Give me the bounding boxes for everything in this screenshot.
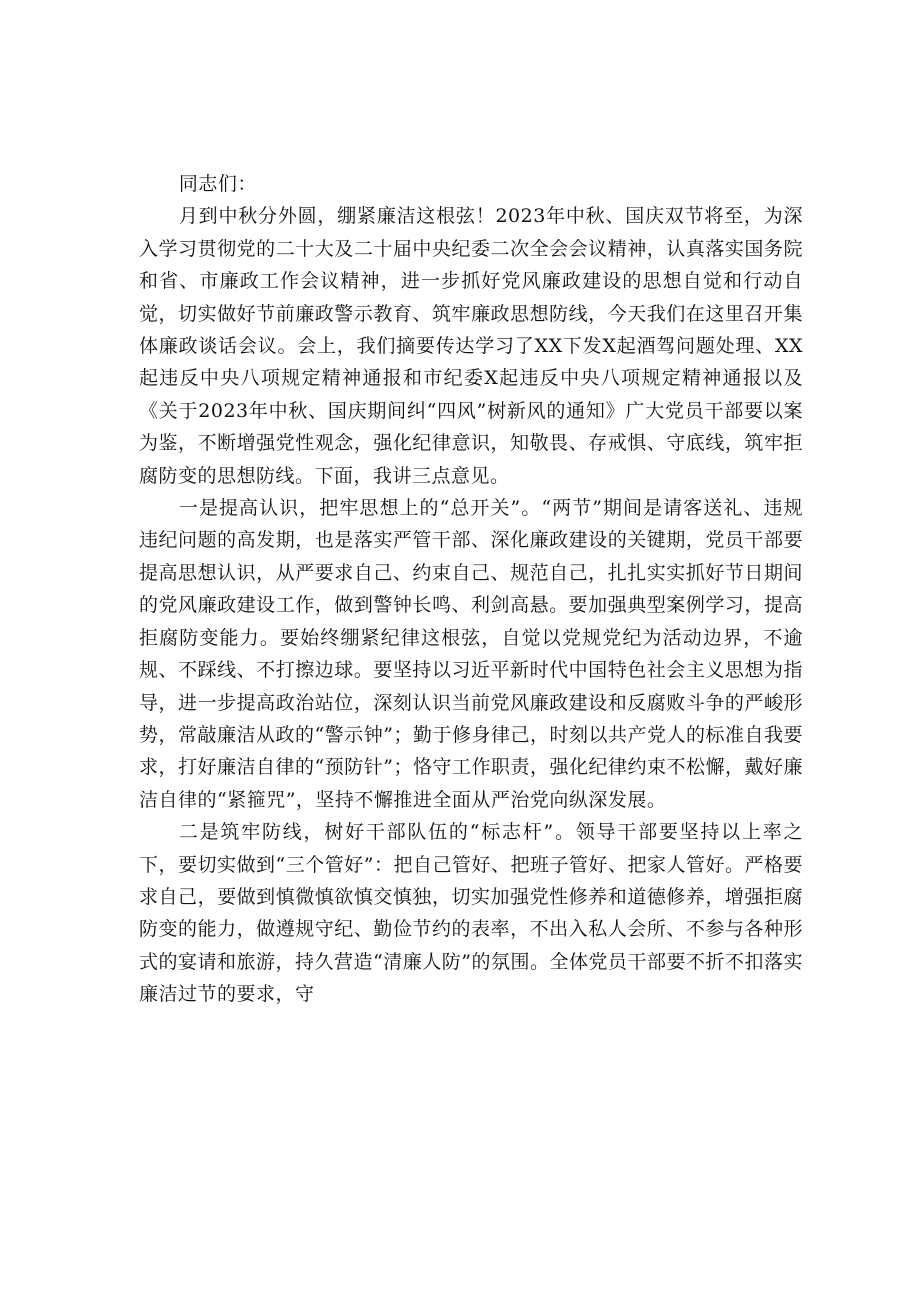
paragraph-intro: 月到中秋分外圆，绷紧廉洁这根弦！2023年中秋、国庆双节将至，为深入学习贯彻党的二十大及二十届中央纪委二次全会会议精神，认真落实国务院和省、市廉政工作会议精神，进一步抓好党风廉政建设的思想自觉和行动自觉，切实做好节前廉政警示教育、筑牢廉政思想防线，今天我们在这里召开集体廉政谈话会议。会上，我们摘要传达学习了XX下发X起酒驾问题处理、XX起违反中央八项规定精神通报和市纪委X起违反中央八项规定精神通报以及《关于2023年中秋、国庆期间纠“四风”树新风的通知》广大党员干部要以案为鉴，不断增强党性观念，强化纪律意识，知敬畏、存戒惧、守底线，筑牢拒腐防变的思想防线。下面，我讲三点意见。: [139, 205, 803, 487]
paragraph-point-two: 二是筑牢防线，树好干部队伍的“标志杆”。领导干部要坚持以上率之下，要切实做到“三个管好”：把自己管好、把班子管好、把家人管好。严格要求自己，要做到慎微慎欲慎交慎独，切实加强党性修养和道德修养，增强拒腐防变的能力，做遵规守纪、勤俭节约的表率，不出入私人会所、不参与各种形式的宴请和旅游，持久营造“清廉人防”的氛围。全体党员干部要不折不扣落实廉洁过节的要求，守: [139, 821, 803, 1006]
paragraph-point-one: 一是提高认识，把牢思想上的“总开关”。“两节”期间是请客送礼、违规违纪问题的高发期，也是落实严管干部、深化廉政建设的关键期，党员干部要提高思想认识，从严要求自己、约束自己、规范自己，扎扎实实抓好节日期间的党风廉政建设工作，做到警钟长鸣、利剑高悬。要加强典型案例学习，提高拒腐防变能力。要始终绷紧纪律这根弦，自觉以党规党纪为活动边界，不逾规、不踩线、不打擦边球。要坚持以习近平新时代中国特色社会主义思想为指导，进一步提高政治站位，深刻认识当前党风廉政建设和反腐败斗争的严峻形势，常敲廉洁从政的“警示钟”；勤于修身律己，时刻以共产党人的标准自我要求，打好廉洁自律的“预防针”；恪守工作职责，强化纪律约束不松懈，戴好廉洁自律的“紧箍咒”，坚持不懈推进全面从严治党向纵深发展。: [139, 497, 803, 811]
salutation: 同志们：: [178, 173, 257, 195]
document-body: [139, 168, 803, 1011]
